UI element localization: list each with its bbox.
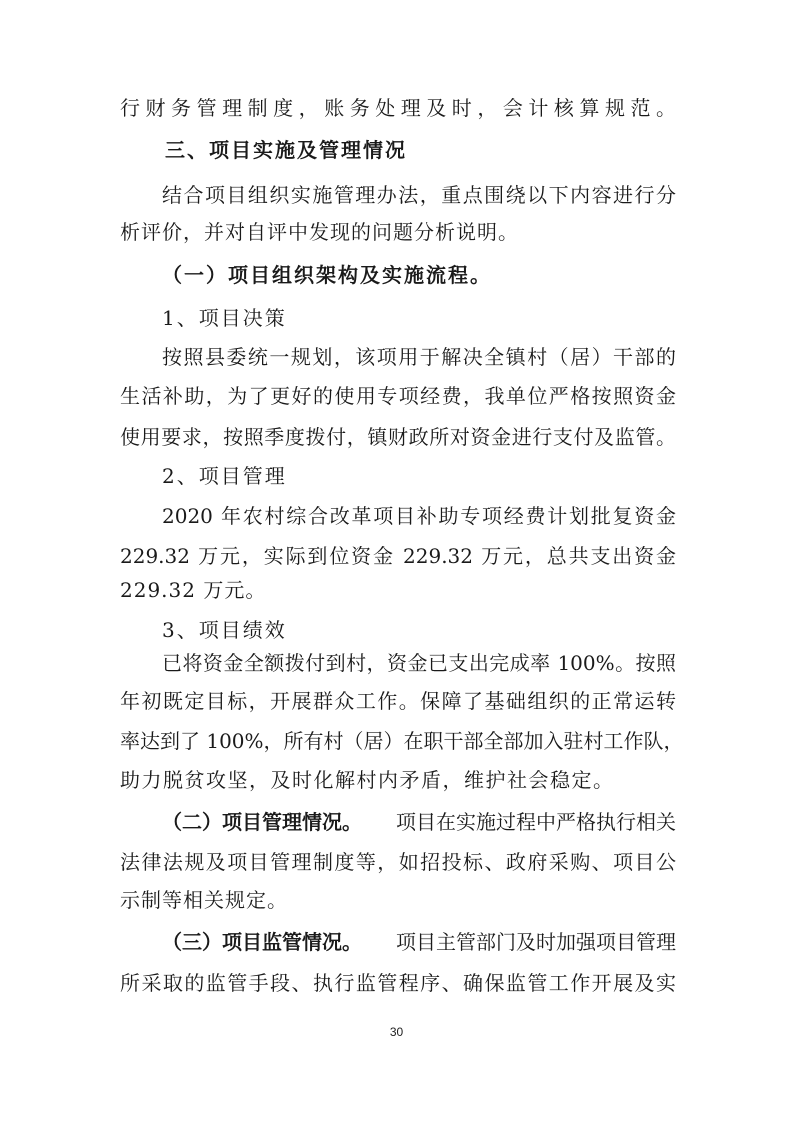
body-line: 已将资金全额拨付到村，资金已支出完成率 100%。按照 (162, 651, 676, 675)
page-number: 30 (389, 1025, 404, 1039)
body-line: 示制等相关规定。 (120, 888, 288, 912)
body-line: 229.32 万元。 (120, 578, 267, 602)
body-line: 率达到了 100%，所有村（居）在职干部全部加入驻村工作队， (120, 729, 684, 753)
subsection-heading: （一）项目组织架构及实施流程。 (162, 263, 492, 287)
body-line: 按照县委统一规划，该项用于解决全镇村（居）干部的 (162, 345, 676, 369)
body-line: 法律法规及项目管理制度等，如招投标、政府采购、项目公 (120, 850, 676, 874)
body-line (162, 928, 676, 956)
section-heading: 三、项目实施及管理情况 (165, 138, 407, 162)
item-heading: 2、项目管理 (162, 464, 287, 488)
body-line: 2020 年农村综合改革项目补助专项经费计划批复资金 (162, 504, 676, 528)
body-line: 析评价，并对自评中发现的问题分析说明。 (120, 220, 519, 244)
item-heading: 3、项目绩效 (162, 618, 287, 642)
body-line: 229.32 万元，实际到位资金 229.32 万元，总共支出资金 (120, 544, 676, 568)
body-line: 所采取的监管手段、执行监管程序、确保监管工作开展及实 (120, 971, 676, 995)
inline-text: 项目主管部门及时加强项目管理 (396, 930, 676, 954)
body-line (162, 808, 676, 836)
body-line: 结合项目组织实施管理办法，重点围绕以下内容进行分 (162, 183, 676, 207)
inline-heading: （二）项目管理情况。 (162, 810, 362, 834)
body-line: 使用要求，按照季度拨付，镇财政所对资金进行支付及监管。 (120, 425, 676, 449)
body-line: 助力脱贫攻坚，及时化解村内矛盾，维护社会稳定。 (120, 768, 615, 792)
item-heading: 1、项目决策 (162, 306, 287, 330)
body-line: 生活补助，为了更好的使用专项经费，我单位严格按照资金 (120, 384, 676, 408)
inline-text: 项目在实施过程中严格执行相关 (396, 810, 676, 834)
body-line: 行财务管理制度，账务处理及时，会计核算规范。 (120, 96, 676, 120)
body-line: 年初既定目标，开展群众工作。保障了基础组织的正常运转 (120, 689, 676, 713)
inline-heading: （三）项目监管情况。 (162, 930, 362, 954)
